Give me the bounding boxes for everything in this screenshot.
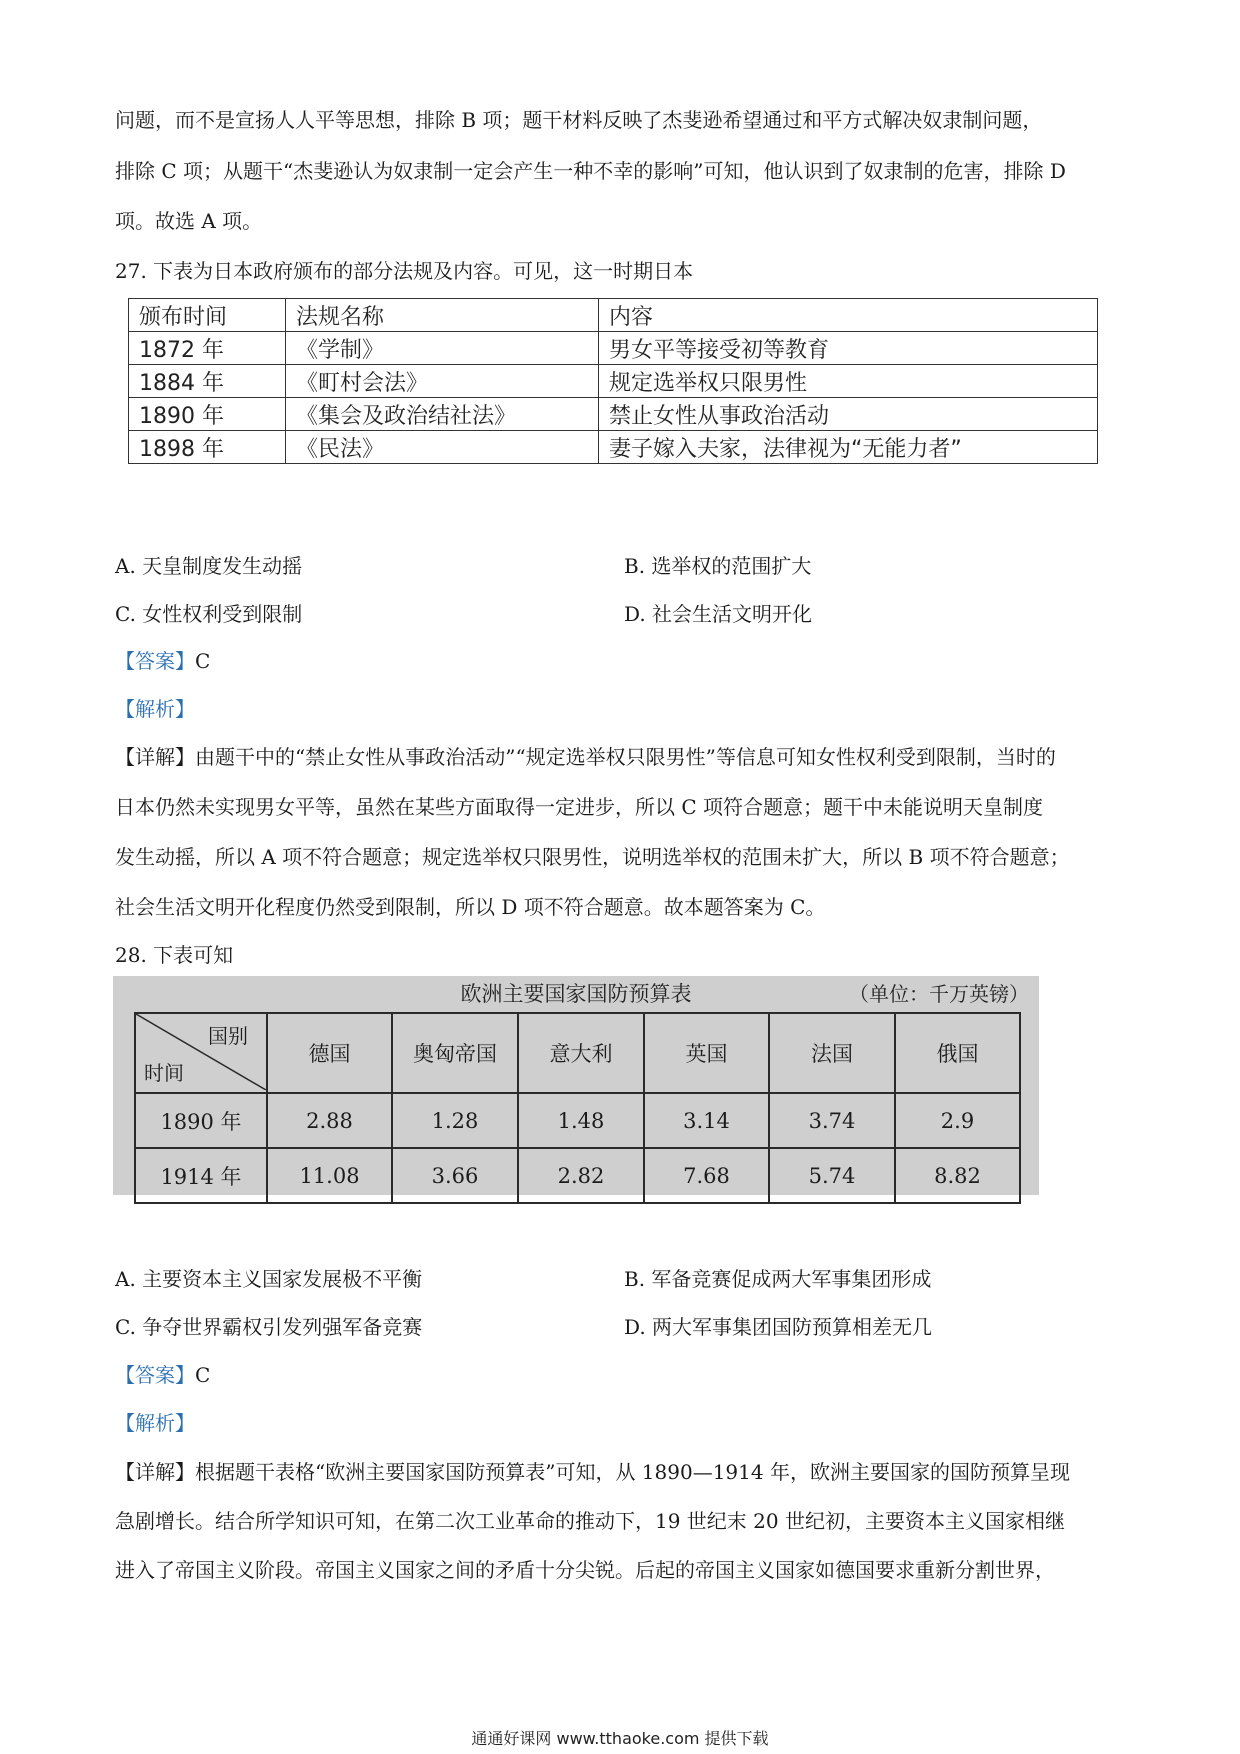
q28-detail-line-3: 进入了帝国主义阶段。帝国主义国家之间的矛盾十分尖锐。后起的帝国主义国家如德国要求重新分割世界， [115,1558,1055,1582]
country-header: 法国 [769,1013,895,1093]
value-cell: 1.48 [518,1093,644,1148]
table-cell: 1884 年 [129,365,286,398]
detail-text: 由题干中的“禁止女性从事政治活动”“规定选举权只限男性”等信息可知女性权利受到限制，当时的 [195,745,1056,769]
country-header: 德国 [267,1013,392,1093]
intro-line-2: 排除 C 项；从题干“杰斐逊认为奴隶制一定会产生一种不幸的影响”可知，他认识到了奴隶制的危害，排除 D [115,159,1066,183]
q27-option-d: D. 社会生活文明开化 [624,602,813,626]
table-cell: 1872 年 [129,332,286,365]
table-cell: 规定选举权只限男性 [599,365,1098,398]
answer-value: C [195,649,211,673]
value-cell: 2.9 [895,1093,1020,1148]
table-header-cell: 颁布时间 [129,299,286,332]
q28-option-a: A. 主要资本主义国家发展极不平衡 [115,1267,423,1291]
corner-time-label: 时间 [144,1061,184,1085]
detail-tag: 【详解】 [115,1460,195,1484]
table-row [129,398,1098,431]
q28-scanned-table [113,976,1039,1195]
table-row [129,431,1098,464]
corner-cell [135,1013,267,1093]
q28-detail-line-1 [115,1456,1135,1485]
q27-detail-line-1 [115,741,1135,770]
table-row [129,332,1098,365]
value-cell: 3.14 [644,1093,769,1148]
q28-detail-line-2: 急剧增长。结合所学知识可知，在第二次工业革命的推动下，19 世纪末 20 世纪初，主要资本主义国家相继 [115,1509,1065,1533]
value-cell: 5.74 [769,1148,895,1203]
value-cell: 7.68 [644,1148,769,1203]
table-row [129,365,1098,398]
table-cell: 1898 年 [129,431,286,464]
table-row [135,1093,1020,1148]
value-cell: 11.08 [267,1148,392,1203]
q27-stem: 27. 下表为日本政府颁布的部分法规及内容。可见，这一时期日本 [115,259,694,283]
q27-detail-line-2: 日本仍然未实现男女平等，虽然在某些方面取得一定进步，所以 C 项符合题意；题干中未能说明天皇制度 [115,795,1044,819]
table-cell: 《学制》 [286,332,599,365]
country-header: 意大利 [518,1013,644,1093]
q27-detail-line-4: 社会生活文明开化程度仍然受到限制，所以 D 项不符合题意。故本题答案为 C。 [115,895,826,919]
country-header: 奥匈帝国 [392,1013,518,1093]
table-cell: 《町村会法》 [286,365,599,398]
detail-text: 根据题干表格“欧洲主要国家国防预算表”可知，从 1890—1914 年，欧洲主要国家的国防预算呈现 [195,1460,1070,1484]
intro-line-3: 项。故选 A 项。 [115,209,263,233]
answer-tag: 【答案】 [115,649,195,673]
intro-line-1: 问题，而不是宣扬人人平等思想，排除 B 项；题干材料反映了杰斐逊希望通过和平方式解决奴隶制问题， [115,108,1043,132]
answer-value: C [195,1363,211,1387]
country-header: 英国 [644,1013,769,1093]
table-row [135,1013,1020,1093]
table-cell: 妻子嫁入夫家，法律视为“无能力者” [599,431,1098,464]
q27-option-a: A. 天皇制度发生动摇 [115,554,303,578]
value-cell: 2.88 [267,1093,392,1148]
q27-analysis-tag: 【解析】 [115,697,195,721]
q28-answer [115,1359,210,1388]
table-cell: 《集会及政治结社法》 [286,398,599,431]
year-cell: 1890 年 [135,1093,267,1148]
q28-analysis-tag: 【解析】 [115,1411,195,1435]
page-footer: 通通好课网 www.tthaoke.com 提供下载 [471,1729,769,1748]
value-cell: 2.82 [518,1148,644,1203]
value-cell: 1.28 [392,1093,518,1148]
table-cell: 《民法》 [286,431,599,464]
q27-table [128,298,1098,464]
table-cell: 1890 年 [129,398,286,431]
value-cell: 3.66 [392,1148,518,1203]
answer-tag: 【答案】 [115,1363,195,1387]
q28-option-c: C. 争夺世界霸权引发列强军备竞赛 [115,1315,423,1339]
detail-tag: 【详解】 [115,745,195,769]
q27-option-b: B. 选举权的范围扩大 [624,554,812,578]
q28-option-b: B. 军备竞赛促成两大军事集团形成 [624,1267,932,1291]
q28-stem: 28. 下表可知 [115,943,234,967]
q27-detail-line-3: 发生动摇，所以 A 项不符合题意；规定选举权只限男性，说明选举权的范围未扩大，所以 B 项不符合题意； [115,845,1070,869]
value-cell: 8.82 [895,1148,1020,1203]
table-title: 欧洲主要国家国防预算表 [460,982,692,1006]
year-cell: 1914 年 [135,1148,267,1203]
q27-option-c: C. 女性权利受到限制 [115,602,303,626]
country-header: 俄国 [895,1013,1020,1093]
table-cell: 禁止女性从事政治活动 [599,398,1098,431]
budget-table [134,1012,1021,1204]
table-cell: 男女平等接受初等教育 [599,332,1098,365]
value-cell: 3.74 [769,1093,895,1148]
table-row [135,1148,1020,1203]
table-header-cell: 内容 [599,299,1098,332]
q28-option-d: D. 两大军事集团国防预算相差无几 [624,1315,933,1339]
table-unit: （单位：千万英镑） [849,982,1029,1006]
table-row [129,299,1098,332]
q27-answer [115,645,210,674]
corner-country-label: 国别 [208,1024,248,1048]
table-header-cell: 法规名称 [286,299,599,332]
